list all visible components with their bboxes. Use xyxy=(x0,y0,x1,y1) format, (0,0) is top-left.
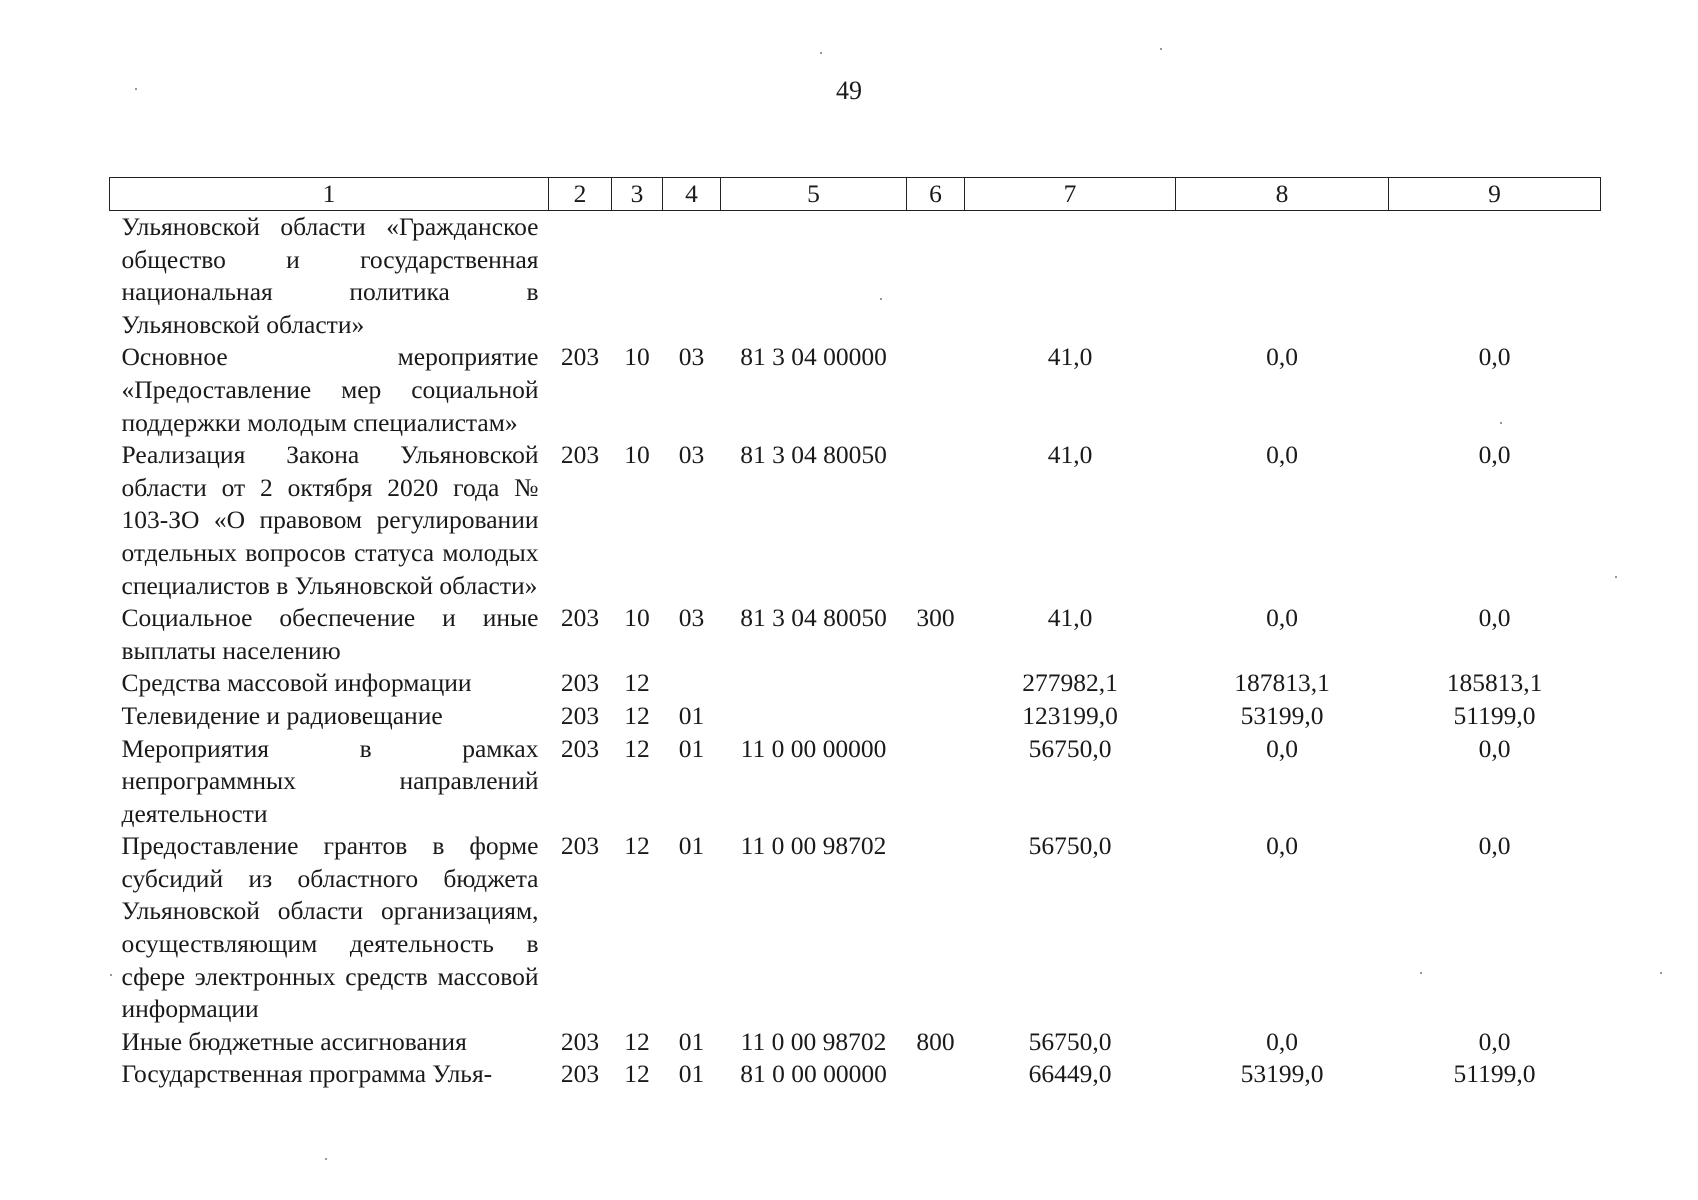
cell-amount-col7: 66449,0 xyxy=(1028,1059,1112,1089)
scan-speck xyxy=(1500,422,1502,424)
cell-target-article xyxy=(721,667,907,700)
cell-subsection: 01 xyxy=(678,1026,705,1056)
cell-section: 10 xyxy=(624,342,650,372)
cell-target-article: 11 0 00 00000 xyxy=(740,733,887,763)
header-cell: 6 xyxy=(907,178,965,211)
cell-admin-code xyxy=(549,211,612,342)
cell-expense-type: 800 xyxy=(916,1026,955,1056)
cell-amount-col9: 0,0 xyxy=(1478,342,1511,372)
cell-expense-type xyxy=(907,341,965,439)
table-row xyxy=(110,602,1601,667)
header-cell: 2 xyxy=(549,178,612,211)
budget-table xyxy=(109,177,1601,1091)
cell-section: 12 xyxy=(624,1026,650,1056)
cell-admin-code: 203 xyxy=(560,603,600,633)
cell-admin-code: 203 xyxy=(560,700,600,730)
cell-amount-col8: 0,0 xyxy=(1266,1026,1298,1056)
cell-expense-type xyxy=(907,667,965,700)
cell-expense-type xyxy=(907,1058,965,1091)
header-cell: 9 xyxy=(1389,178,1601,211)
table-row xyxy=(110,341,1601,439)
cell-admin-code: 203 xyxy=(560,733,600,763)
cell-subsection: 03 xyxy=(678,342,705,372)
row-name: Предоставление грантов в форме субсидий из областного бюджета Ульяновской области организациям, осуществляющим деятельность в сфере электронных средств массовой информации xyxy=(121,831,539,1024)
cell-amount-col8: 0,0 xyxy=(1266,733,1298,763)
row-name: Социальное обеспечение и иные выплаты населению xyxy=(121,603,539,665)
cell-amount-col7: 56750,0 xyxy=(1028,831,1112,861)
table-row xyxy=(110,1058,1601,1091)
cell-target-article: 11 0 00 98702 xyxy=(740,1026,887,1056)
header-cell: 5 xyxy=(721,178,907,211)
cell-target-article: 81 3 04 80050 xyxy=(740,440,887,470)
cell-amount-col7: 41,0 xyxy=(1047,603,1093,633)
table-row xyxy=(110,1026,1601,1059)
cell-section: 12 xyxy=(624,831,650,861)
cell-section: 12 xyxy=(624,700,650,730)
row-name: Ульяновской области «Гражданское общество и государственная национальная политика в Ульяновской области» xyxy=(121,212,539,339)
cell-subsection: 01 xyxy=(678,1059,705,1089)
cell-amount-col8: 53199,0 xyxy=(1240,1059,1324,1089)
row-name: Реализация Закона Ульяновской области от 2 октября 2020 года № 103-ЗО «О правовом регулировании отдельных вопросов статуса молодых специалистов в Ульяновской области» xyxy=(121,440,539,600)
cell-subsection xyxy=(663,667,721,700)
cell-amount-col8: 0,0 xyxy=(1266,603,1298,633)
scan-speck xyxy=(135,88,137,90)
cell-section: 10 xyxy=(624,603,650,633)
cell-target-article xyxy=(721,700,907,733)
cell-target-article: 11 0 00 98702 xyxy=(740,831,887,861)
cell-amount-col9: 0,0 xyxy=(1478,831,1511,861)
header-cell: 7 xyxy=(965,178,1176,211)
scan-speck xyxy=(880,298,882,300)
cell-admin-code: 203 xyxy=(560,342,600,372)
cell-amount-col8: 0,0 xyxy=(1266,440,1298,470)
cell-amount-col9: 0,0 xyxy=(1478,1026,1511,1056)
cell-amount-col7: 123199,0 xyxy=(1022,700,1118,730)
cell-expense-type xyxy=(907,211,965,342)
table-row xyxy=(110,667,1601,700)
cell-amount-col7: 41,0 xyxy=(1047,440,1093,470)
cell-admin-code: 203 xyxy=(560,440,600,470)
cell-admin-code: 203 xyxy=(560,1059,600,1089)
scan-speck xyxy=(1660,972,1662,974)
cell-amount-col7: 56750,0 xyxy=(1028,733,1112,763)
header-cell: 4 xyxy=(663,178,721,211)
cell-subsection: 01 xyxy=(678,831,705,861)
row-name: Государственная программа Улья- xyxy=(121,1059,493,1089)
column-number-header xyxy=(110,178,1601,211)
cell-section: 12 xyxy=(624,1059,650,1089)
cell-expense-type xyxy=(907,439,965,602)
cell-amount-col7 xyxy=(965,211,1176,342)
cell-amount-col8: 53199,0 xyxy=(1240,700,1324,730)
cell-expense-type: 300 xyxy=(916,603,955,633)
page-number: 49 xyxy=(836,76,862,105)
cell-target-article: 81 3 04 00000 xyxy=(740,342,887,372)
table-row xyxy=(110,830,1601,1026)
header-cell: 8 xyxy=(1176,178,1389,211)
cell-subsection: 01 xyxy=(678,733,705,763)
cell-amount-col8: 187813,1 xyxy=(1234,668,1330,698)
cell-section: 12 xyxy=(624,733,650,763)
cell-amount-col9: 51199,0 xyxy=(1453,700,1536,730)
scan-speck xyxy=(110,974,112,976)
cell-amount-col9: 0,0 xyxy=(1478,603,1511,633)
scan-speck xyxy=(820,52,822,54)
row-name: Основное мероприятие «Предоставление мер социальной поддержки молодым специалистам» xyxy=(121,342,539,437)
cell-amount-col9 xyxy=(1389,211,1601,342)
cell-expense-type xyxy=(907,700,965,733)
table-row xyxy=(110,439,1601,602)
table-row xyxy=(110,700,1601,733)
cell-admin-code: 203 xyxy=(560,668,600,698)
scan-speck xyxy=(325,1158,327,1160)
cell-amount-col9: 0,0 xyxy=(1478,440,1511,470)
row-name: Мероприятия в рамках непрограммных направлений деятельности xyxy=(121,733,539,828)
cell-amount-col8: 0,0 xyxy=(1266,342,1298,372)
scan-speck xyxy=(1615,576,1617,578)
cell-amount-col8 xyxy=(1176,211,1389,342)
cell-amount-col9: 51199,0 xyxy=(1453,1059,1536,1089)
table-row xyxy=(110,211,1601,342)
cell-section: 10 xyxy=(624,440,650,470)
cell-amount-col9: 185813,1 xyxy=(1446,668,1543,698)
scan-speck xyxy=(1420,972,1422,974)
cell-amount-col7: 277982,1 xyxy=(1022,668,1118,698)
row-name: Иные бюджетные ассигнования xyxy=(121,1026,467,1056)
header-cell: 1 xyxy=(110,178,549,211)
cell-subsection: 03 xyxy=(678,603,705,633)
scan-speck xyxy=(1160,48,1162,50)
row-name: Средства массовой информации xyxy=(121,668,472,698)
table-row xyxy=(110,733,1601,831)
header-cell: 3 xyxy=(612,178,663,211)
cell-amount-col7: 41,0 xyxy=(1047,342,1093,372)
cell-admin-code: 203 xyxy=(560,1026,600,1056)
cell-target-article: 81 0 00 00000 xyxy=(740,1059,887,1089)
cell-expense-type xyxy=(907,733,965,831)
cell-section xyxy=(612,211,663,342)
cell-amount-col7: 56750,0 xyxy=(1028,1026,1112,1056)
cell-subsection: 01 xyxy=(678,700,705,730)
cell-admin-code: 203 xyxy=(560,831,600,861)
cell-amount-col9: 0,0 xyxy=(1478,733,1511,763)
cell-expense-type xyxy=(907,830,965,1026)
cell-target-article xyxy=(721,211,907,342)
row-name: Телевидение и радиовещание xyxy=(121,700,443,730)
cell-section: 12 xyxy=(624,668,650,698)
cell-subsection: 03 xyxy=(678,440,705,470)
cell-target-article: 81 3 04 80050 xyxy=(740,603,887,633)
cell-amount-col8: 0,0 xyxy=(1266,831,1298,861)
cell-subsection xyxy=(663,211,721,342)
